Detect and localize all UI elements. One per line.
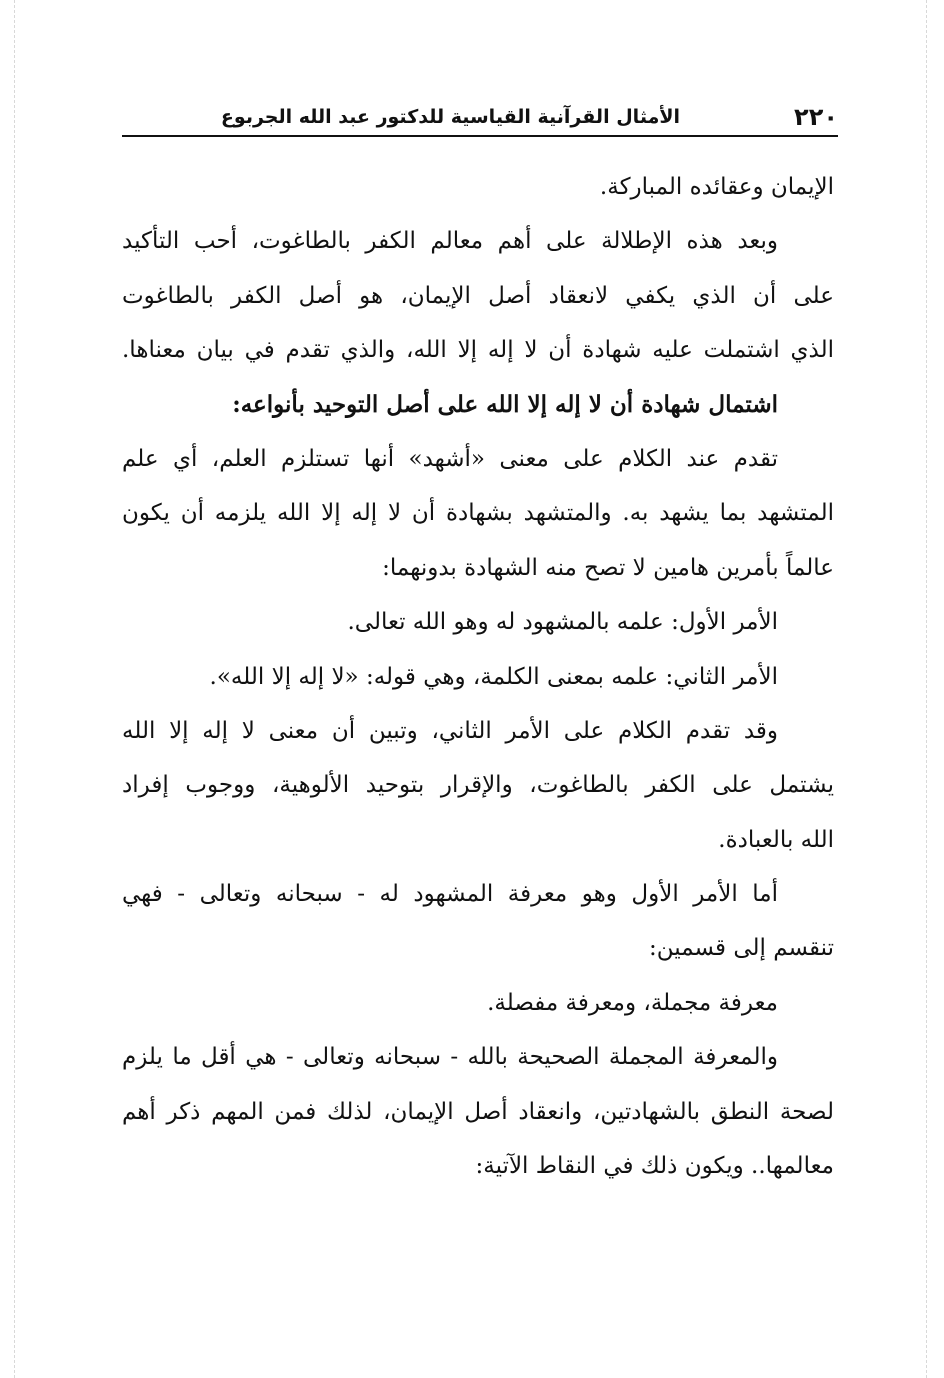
paragraph-line: على أن الذي يكفي لانعقاد أصل الإيمان، هو أصل الكفر بالطاغوت <box>122 282 834 309</box>
paragraph-line: المتشهد بما يشهد به. والمتشهد بشهادة أن لا إله إلا الله يلزمه أن يكون <box>122 500 834 527</box>
paragraph-line: وقد تقدم الكلام على الأمر الثاني، وتبين أن معنى لا إله إلا الله <box>122 717 778 744</box>
section-heading: اشتمال شهادة أن لا إله إلا الله على أصل التوحيد بأنواعه: <box>232 390 778 418</box>
paragraph-line: يشتمل على الكفر بالطاغوت، والإقرار بتوحيد الألوهية، ووجوب إفراد <box>122 772 834 799</box>
paragraph-line: عالماً بأمرين هامين لا تصح منه الشهادة بدونهما: <box>382 554 834 581</box>
page-header <box>122 102 838 132</box>
paragraph-line: الذي اشتملت عليه شهادة أن لا إله إلا الله، والذي تقدم في بيان معناها. <box>122 337 834 364</box>
running-title: الأمثال القرآنية القياسية للدكتور عبد الله الجربوع <box>220 106 680 128</box>
paragraph-line: تقدم عند الكلام على معنى «أشهد» أنها تستلزم العلم، أي علم <box>122 445 778 472</box>
header-rule <box>122 135 838 137</box>
page-guide-left <box>14 0 15 1378</box>
paragraph-line: معالمها.. ويكون ذلك في النقاط الآتية: <box>475 1153 834 1180</box>
body-text <box>122 160 834 1193</box>
paragraph-line: أما الأمر الأول وهو معرفة المشهود له - سبحانه وتعالى - فهي <box>122 881 778 908</box>
paragraph-line: والمعرفة المجملة الصحيحة بالله - سبحانه وتعالى - هي أقل ما يلزم <box>122 1044 778 1071</box>
paragraph-line: تنقسم إلى قسمين: <box>649 935 834 962</box>
page-guide-right <box>926 0 927 1378</box>
paragraph-line: معرفة مجملة، ومعرفة مفصلة. <box>487 989 778 1016</box>
paragraph-line: الإيمان وعقائده المباركة. <box>599 174 834 200</box>
paragraph-line: لصحة النطق بالشهادتين، وانعقاد أصل الإيمان، لذلك فمن المهم ذكر أهم <box>122 1098 834 1125</box>
paragraph-line: الله بالعبادة. <box>718 826 834 853</box>
page-number: ٢٢٠ <box>794 103 838 131</box>
paragraph-line: الأمر الأول: علمه بالمشهود له وهو الله تعالى. <box>347 609 778 636</box>
paragraph-line: الأمر الثاني: علمه بمعنى الكلمة، وهي قوله: «لا إله إلا الله». <box>209 663 778 690</box>
paragraph-line: وبعد هذه الإطلالة على أهم معالم الكفر بالطاغوت، أحب التأكيد <box>122 228 778 255</box>
